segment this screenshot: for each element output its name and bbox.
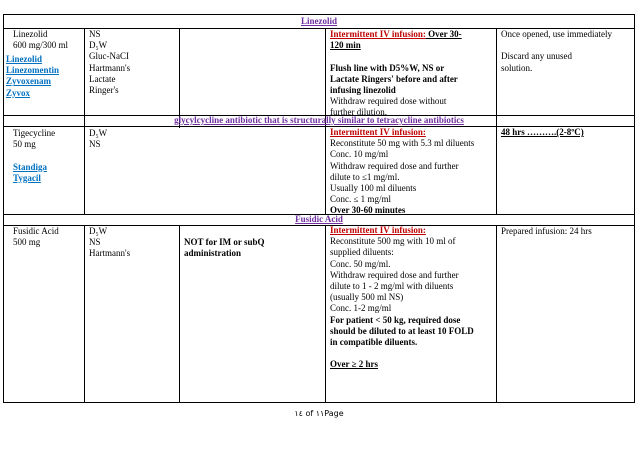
section-header-glycylcycline: glycylcycline antibiotic that is structurally similar to tetracycline antibiotics: [174, 115, 464, 125]
diluent: NS: [89, 29, 101, 39]
admin-line: [330, 51, 462, 62]
drug-name-cell: [13, 226, 59, 248]
diluent-list: [89, 128, 107, 150]
stability-line: Once opened, use immediately: [501, 29, 612, 39]
diluent-list: [89, 29, 130, 96]
admin-line: For patient < 50 kg, required dose: [330, 314, 461, 325]
drug-name: Linezolid: [13, 29, 48, 39]
brand-name[interactable]: Zyvox: [6, 87, 31, 98]
drug-name-cell: [13, 128, 55, 184]
admin-line: infusing linezolid: [330, 85, 396, 95]
diluent: NS: [89, 237, 101, 248]
diluent: Gluc-NaCI: [89, 51, 129, 62]
stability-line: solution.: [501, 62, 533, 73]
brand-name[interactable]: Linezomentin: [6, 65, 59, 76]
route-note-line: NOT for IM or subQ: [184, 237, 265, 247]
brand-name[interactable]: Tygacil: [13, 172, 41, 183]
diluent: Hartmann's: [89, 248, 131, 259]
admin-line: Conc. 50 mg/ml.: [330, 258, 391, 269]
diluent: D₅W: [89, 128, 108, 138]
admin-line: should be diluted to at least 10 FOLD: [330, 325, 474, 336]
route-note-line: administration: [184, 248, 242, 259]
route-note: [184, 237, 265, 259]
admin-line: Withdraw required dose and further: [330, 160, 459, 171]
admin-line: Conc. 10 mg/ml: [330, 149, 389, 160]
diluent: D₅W: [89, 40, 108, 51]
admin-line: [330, 348, 474, 359]
brand-list: [6, 54, 59, 99]
diluent: Ringer's: [89, 85, 119, 96]
admin-line: Conc. ≤ 1 mg/ml: [330, 194, 391, 205]
drug-name-cell: [13, 29, 68, 51]
admin-line: Withdraw required dose without: [330, 96, 447, 107]
administration-cell: [330, 127, 474, 217]
drug-name: Tigecycline: [13, 128, 56, 138]
admin-line: Over 30-60 minutes: [330, 205, 406, 216]
section-header-fusidic-acid: Fusidic Acid: [295, 214, 343, 224]
stability-line: 48 hrs ……….(2-8ºC): [501, 127, 584, 137]
diluent: Lactate: [89, 73, 116, 84]
drug-strength: 600 mg/300 ml: [13, 40, 69, 51]
stability-line: Prepared infusion: 24 hrs: [501, 226, 592, 236]
admin-heading: Intermittent IV infusion:: [330, 29, 426, 39]
admin-line: dilute to 1 - 2 mg/ml with diluents: [330, 281, 454, 292]
admin-line: (usually 500 ml NS): [330, 292, 404, 303]
admin-line: Lactate Ringers' before and after: [330, 73, 458, 84]
section-header-linezolid: Linezolid: [300, 16, 337, 26]
admin-line: in compatible diluents.: [330, 337, 418, 348]
admin-line: Conc. 1-2 mg/ml: [330, 303, 392, 314]
drug-strength: 50 mg: [13, 139, 36, 150]
page-footer: ١٤ of ١١Page: [294, 409, 344, 418]
drug-name: Fusidic Acid: [13, 226, 59, 236]
diluent: Hartmann's: [89, 62, 131, 73]
admin-heading: Intermittent IV infusion:: [330, 225, 426, 235]
admin-line: Reconstitute 500 mg with 10 ml of: [330, 236, 456, 247]
stability-line: Discard any unused: [501, 51, 572, 62]
admin-line: supplied diluents:: [330, 247, 394, 258]
admin-heading: Intermittent IV infusion:: [330, 127, 426, 137]
brand-name[interactable]: Zyvoxenam: [6, 76, 51, 87]
diluent: D₅W: [89, 226, 108, 236]
admin-line: Flush line with D5%W, NS or: [330, 62, 445, 73]
diluent-list: [89, 226, 130, 260]
admin-heading-suffix: Over 30-: [425, 29, 462, 39]
admin-line: Reconstitute 50 mg with 5.3 ml diluents: [330, 138, 475, 149]
stability-cell: [501, 29, 612, 74]
brand-name[interactable]: Standiga: [13, 161, 48, 172]
drug-strength: 500 mg: [13, 237, 41, 248]
administration-cell: [330, 225, 474, 371]
admin-line: Over ≥ 2 hrs: [330, 359, 379, 370]
admin-line: Usually 100 ml diluents: [330, 183, 417, 194]
stability-line: [501, 40, 612, 51]
admin-line: dilute to ≤1 mg/ml.: [330, 171, 400, 182]
admin-line: Withdraw required dose and further: [330, 269, 459, 280]
admin-line: 120 min: [330, 40, 361, 51]
administration-cell: [330, 29, 462, 119]
drug-table: [3, 14, 635, 403]
admin-line: further dilution.: [330, 107, 387, 118]
brand-name[interactable]: Linezolid: [6, 54, 43, 64]
diluent: NS: [89, 139, 101, 150]
